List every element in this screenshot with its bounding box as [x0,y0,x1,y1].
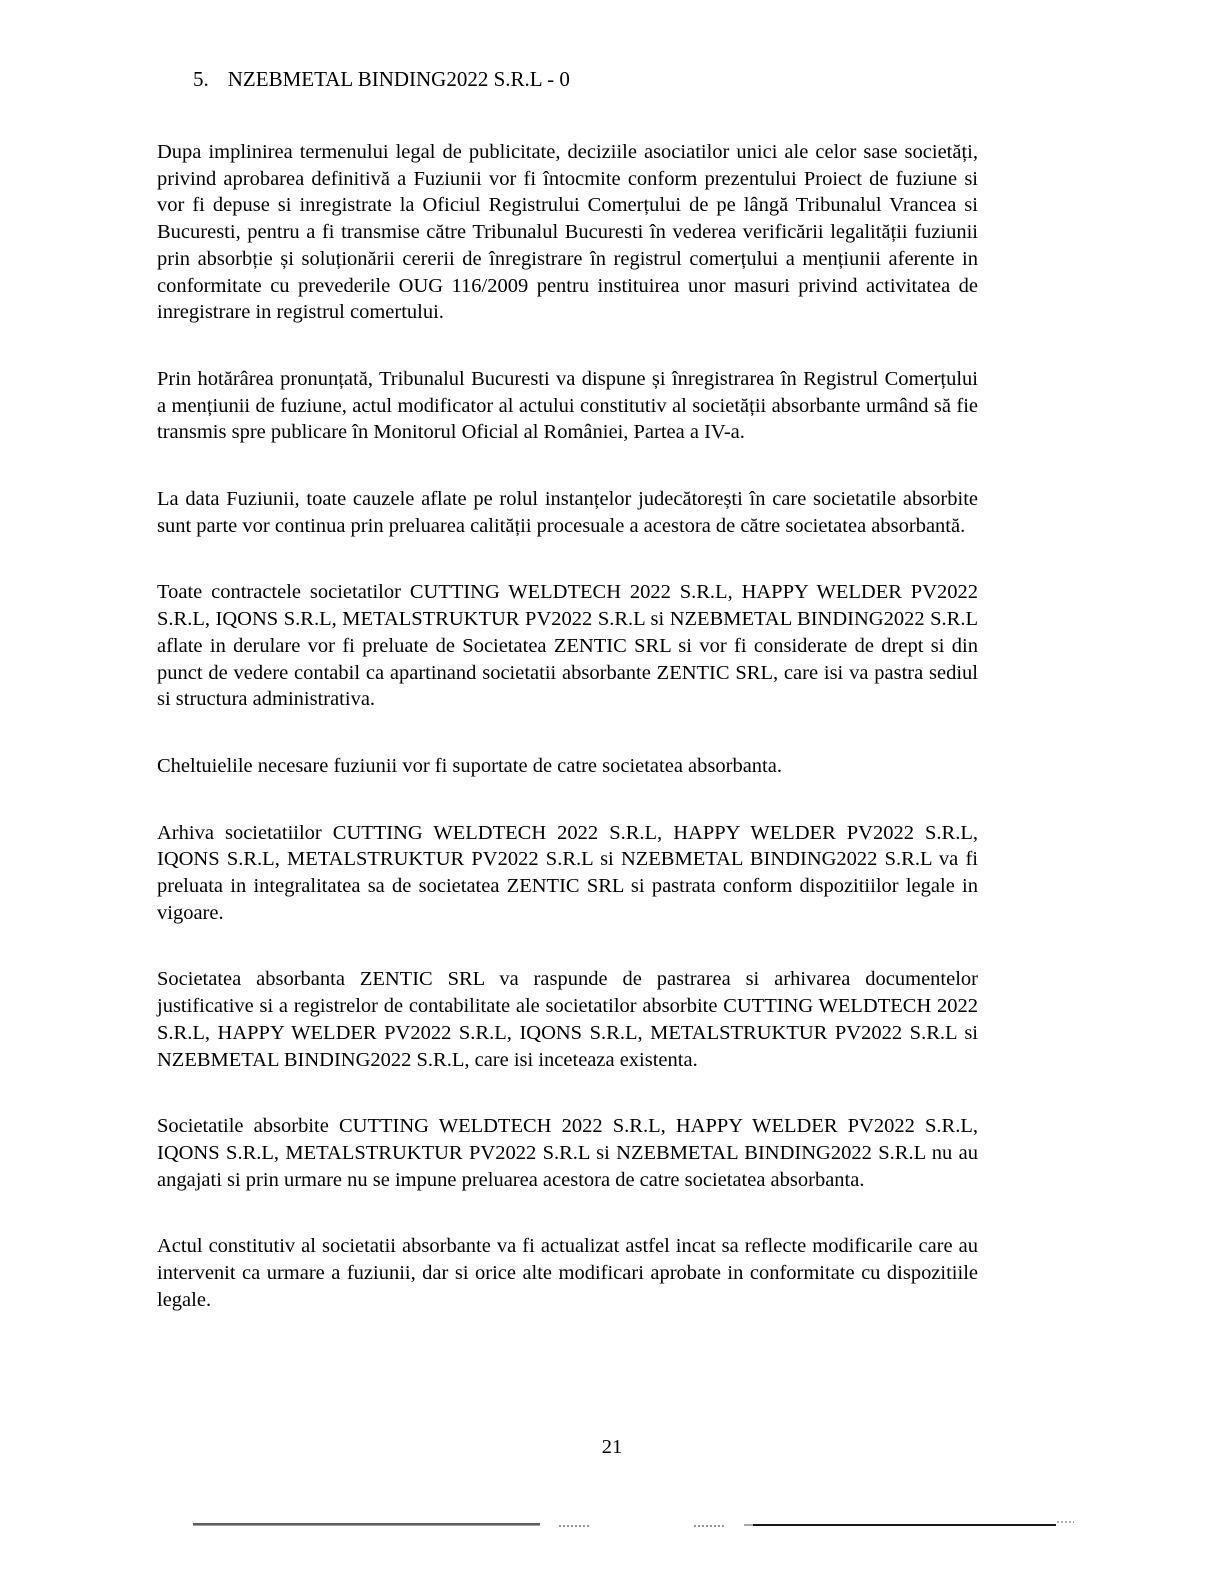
paragraph-arhiva: Arhiva societatiilor CUTTING WELDTECH 2022 S.R.L, HAPPY WELDER PV2022 S.R.L, IQONS S.R.L, METALSTRUKTUR PV2022 S.R.L si NZEBMETAL BINDING2022 S.R.L va fi preluata in integralitatea sa de societatea ZENTIC SRL si pastrata conform dispozitiilor legale in vigoare. [157,821,978,924]
page-number: 21 [601,1436,623,1458]
paragraph-cheltuieli: Cheltuielile necesare fuziunii vor fi suportate de catre societatea absorbanta. [157,754,782,777]
footer-dash-2 [694,1525,725,1527]
document-body [157,66,978,1314]
section-title: NZEBMETAL BINDING2022 S.R.L - 0 [227,67,570,91]
footer-rule-left [193,1523,540,1526]
footer-rule-right [744,1524,1056,1526]
paragraph-angajati: Societatile absorbite CUTTING WELDTECH 2022 S.R.L, HAPPY WELDER PV2022 S.R.L, IQONS S.R.L, METALSTRUKTUR PV2022 S.R.L si NZEBMETAL BINDING2022 S.R.L nu au angajati si prin urmare nu se impune preluarea acestora de catre societatea absorbanta. [157,1115,978,1191]
section-heading [157,66,978,92]
paragraph-hotarare: Prin hotărârea pronunțată, Tribunalul Bucuresti va dispune și înregistrarea în Registrul Comerțului a mențiunii de fuziune, actul modificator al actului constitutiv al societății absorbante urmând să fie transmis spre publicare în Monitorul Oficial al României, Partea a IV-a. [157,367,978,444]
paragraph-cauze: La data Fuziunii, toate cauzele aflate pe rolul instanțelor judecătorești în care societatile absorbite sunt parte vor continua prin preluarea calității procesuale a acestora de către societatea absorbantă. [157,488,978,537]
section-number: 5. [193,67,209,91]
footer-dash-1 [559,1525,589,1527]
paragraph-pastrare: Societatea absorbanta ZENTIC SRL va raspunde de pastrarea si arhivarea documentelor justificative si a registrelor de contabilitate ale societatilor absorbite CUTTING WELDTECH 2022 S.R.L, HAPPY WELDER PV2022 S.R.L, IQONS S.R.L, METALSTRUKTUR PV2022 S.R.L si NZEBMETAL BINDING2022 S.R.L, care isi inceteaza existenta. [157,968,978,1071]
footer-dash-3 [1057,1521,1074,1523]
paragraph-contracte: Toate contractele societatilor CUTTING WELDTECH 2022 S.R.L, HAPPY WELDER PV2022 S.R.L, IQONS S.R.L, METALSTRUKTUR PV2022 S.R.L si NZEBMETAL BINDING2022 S.R.L aflate in derulare vor fi preluate de Societatea ZENTIC SRL si vor fi considerate de drept si din punct de vedere contabil ca apartinand societatii absorbante ZENTIC SRL, care isi va pastra sediul si structura administrativa. [157,581,978,711]
paragraph-publicitate: Dupa implinirea termenului legal de publicitate, deciziile asociatilor unici ale celor sase societăți, privind aprobarea definitivă a Fuziunii vor fi întocmite conform prezentului Proiect de fuziune si vor fi depuse si inregistrate la Oficiul Registrului Comerțului de pe lângă Tribunalul Vrancea si Bucuresti, pentru a fi transmise către Tribunalul Bucuresti în vederea verificării legalității fuziunii prin absorbție și soluționării cererii de înregistrare în registrul comerțului a mențiunii aferente in conformitate cu prevederile OUG 116/2009 pentru instituirea unor masuri privind activitatea de inregistrare in registrul comertului. [157,141,978,324]
paragraph-act-constitutiv: Actul constitutiv al societatii absorbante va fi actualizat astfel incat sa reflecte modificarile care au intervenit ca urmare a fuziunii, dar si orice alte modificari aprobate in conformitate cu dispozitiile legale. [157,1235,978,1311]
